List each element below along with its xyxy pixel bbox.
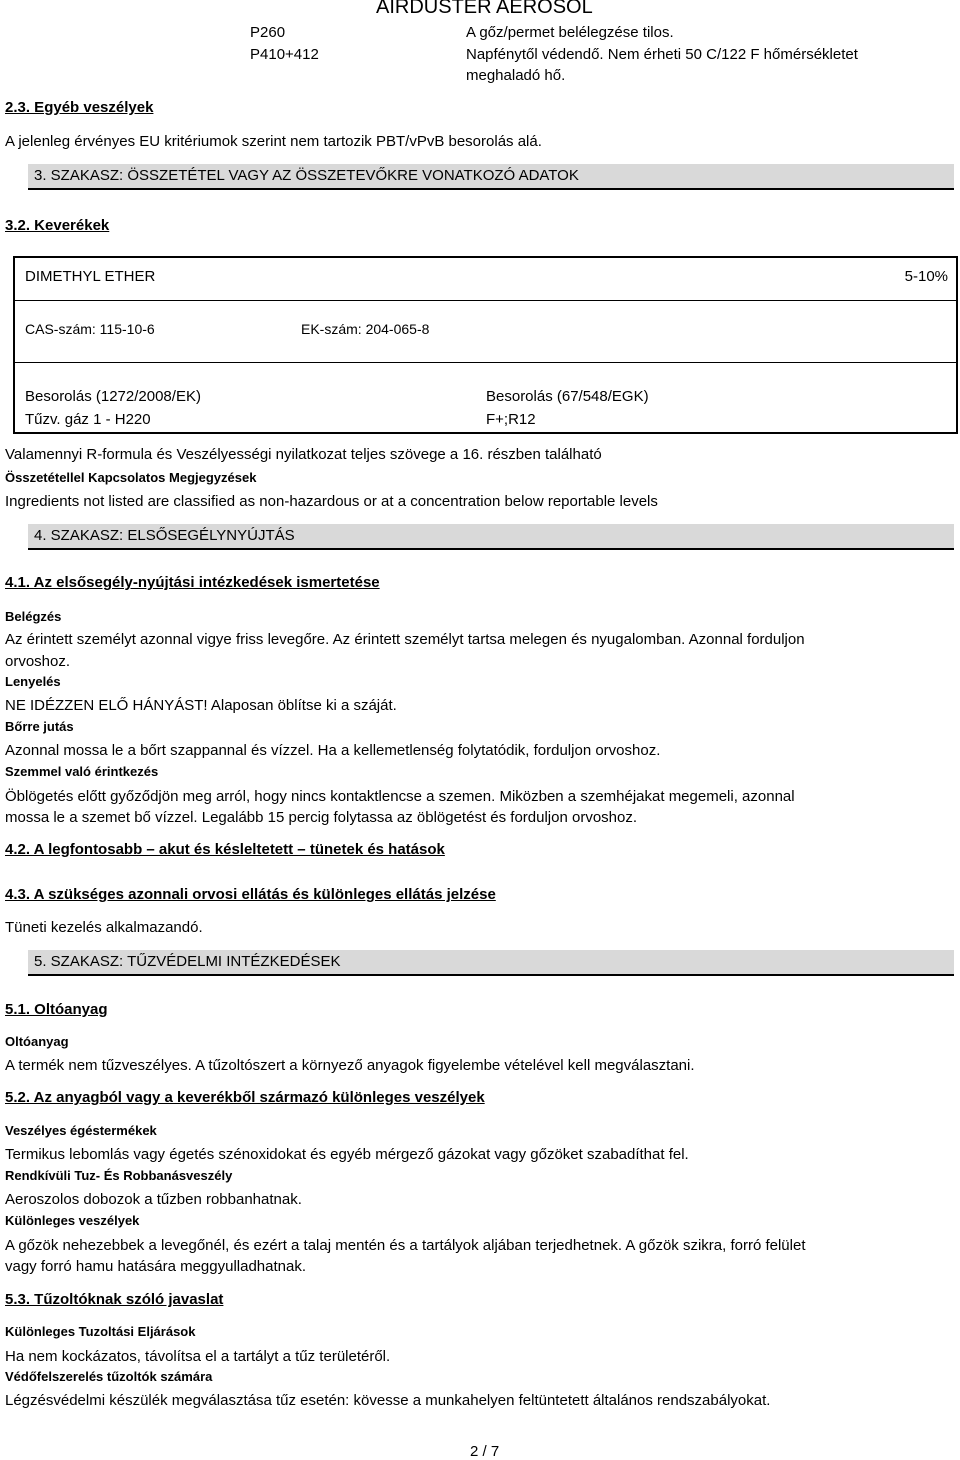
- subsection-5-3-title: 5.3. Tűzoltóknak szóló javaslat: [5, 1291, 224, 1308]
- page-number: 2 / 7: [470, 1443, 500, 1460]
- divider: [15, 300, 956, 301]
- subsection-4-2-title: 4.2. A legfontosabb – akut és késleltetett – tünetek és hatások: [5, 841, 445, 858]
- combustion-products-text: Termikus lebomlás vagy égetés szénoxidokat és egyéb mérgező gázokat vagy gőzöket szabadíthat fel.: [5, 1146, 689, 1163]
- subsection-4-3-title: 4.3. A szükséges azonnali orvosi ellátás és különleges ellátás jelzése: [5, 886, 496, 903]
- explosion-hazard-title: Rendkívüli Tuz- És Robbanásveszély: [5, 1168, 233, 1183]
- composition-comments-title: Összetétellel Kapcsolatos Megjegyzések: [5, 470, 257, 485]
- subsection-2-3-text: A jelenleg érvényes EU kritériumok szerint nem tartozik PBT/vPvB besorolás alá.: [5, 133, 542, 150]
- section-5-bar: [28, 950, 954, 976]
- eye-contact-text: Öblögetés előtt győződjön meg arról, hogy nincs kontaktlencse a szemen. Miközben a szemhéjakat megemeli, azonnal: [5, 788, 795, 805]
- classification-clp-value: Tűzv. gáz 1 - H220: [25, 411, 151, 428]
- subsection-4-3-text: Tüneti kezelés alkalmazandó.: [5, 919, 203, 936]
- subsection-3-2-title: 3.2. Keverékek: [5, 217, 110, 234]
- extinguishing-media-text: A termék nem tűzveszélyes. A tűzoltószert a környező anyagok figyelembe vételével kell megválasztani.: [5, 1057, 695, 1074]
- classification-clp-title: Besorolás (1272/2008/EK): [25, 388, 201, 405]
- section-4-title: 4. SZAKASZ: ELSŐSEGÉLYNYÚJTÁS: [34, 527, 295, 544]
- component-name: DIMETHYL ETHER: [25, 268, 156, 285]
- subsection-5-2-title: 5.2. Az anyagból vagy a keverékből származó különleges veszélyek: [5, 1089, 485, 1106]
- extinguishing-media-title: Oltóanyag: [5, 1034, 69, 1049]
- inhalation-text: orvoshoz.: [5, 653, 71, 670]
- subsection-5-1-title: 5.1. Oltóanyag: [5, 1001, 108, 1018]
- divider: [15, 362, 956, 363]
- section-3-bar: [28, 164, 954, 190]
- classification-dsd-value: F+;R12: [486, 411, 536, 428]
- cas-number: CAS-szám: 115-10-6: [25, 321, 155, 337]
- p-code: P410+412: [250, 46, 319, 63]
- subsection-4-1-title: 4.1. Az elsősegély-nyújtási intézkedések ismertetése: [5, 574, 380, 591]
- explosion-hazard-text: Aeroszolos dobozok a tűzben robbanhatnak.: [5, 1191, 302, 1208]
- special-hazards-text: vagy forró hamu hatására meggyulladhatnak.: [5, 1258, 307, 1275]
- skin-contact-text: Azonnal mossa le a bőrt szappannal és vízzel. Ha a kellemetlenség folytatódik, forduljon orvoshoz.: [5, 742, 661, 759]
- component-box: [13, 256, 958, 434]
- combustion-products-title: Veszélyes égéstermékek: [5, 1123, 157, 1138]
- p-statement: Napfénytől védendő. Nem érheti 50 C/122 F hőmérsékletet: [466, 46, 858, 63]
- section-4-bar: [28, 524, 954, 550]
- r-phrase-note: Valamennyi R-formula és Veszélyességi nyilatkozat teljes szövege a 16. részben található: [5, 446, 602, 463]
- p-code: P260: [250, 24, 286, 41]
- section-5-title: 5. SZAKASZ: TŰZVÉDELMI INTÉZKEDÉSEK: [34, 953, 341, 970]
- firefighter-ppe-title: Védőfelszerelés tűzoltók számára: [5, 1369, 213, 1384]
- eye-contact-title: Szemmel való érintkezés: [5, 764, 159, 779]
- classification-dsd-title: Besorolás (67/548/EGK): [486, 388, 649, 405]
- ingestion-text: NE IDÉZZEN ELŐ HÁNYÁST! Alaposan öblítse ki a száját.: [5, 697, 397, 714]
- p-statement: meghaladó hő.: [466, 67, 566, 84]
- document-title: AIRDUSTER AEROSOL: [376, 0, 593, 18]
- special-hazards-text: A gőzök nehezebbek a levegőnél, és ezért a talaj mentén és a tartályok aljában terjedhetnek. A gőzök szikra, forró felület: [5, 1237, 806, 1254]
- section-3-title: 3. SZAKASZ: ÖSSZETÉTEL VAGY AZ ÖSSZETEVŐKRE VONATKOZÓ ADATOK: [34, 167, 579, 184]
- p-statement: A gőz/permet belélegzése tilos.: [466, 24, 674, 41]
- composition-comments-text: Ingredients not listed are classified as non-hazardous or at a concentration below reportable levels: [5, 493, 658, 510]
- eye-contact-text: mossa le a szemet bő vízzel. Legalább 15 percig folytassa az öblögetést és forduljon orvoshoz.: [5, 809, 638, 826]
- firefighting-procedures-title: Különleges Tuzoltási Eljárások: [5, 1324, 196, 1339]
- ek-number: EK-szám: 204-065-8: [301, 321, 430, 337]
- firefighter-ppe-text: Légzésvédelmi készülék megválasztása tűz esetén: kövesse a munkahelyen feltüntetett általános rendszabályokat.: [5, 1392, 771, 1409]
- special-hazards-title: Különleges veszélyek: [5, 1213, 140, 1228]
- firefighting-procedures-text: Ha nem kockázatos, távolítsa el a tartályt a tűz területéről.: [5, 1348, 391, 1365]
- inhalation-text: Az érintett személyt azonnal vigye friss levegőre. Az érintett személyt tartsa melegen és nyugalomban. Azonnal forduljon: [5, 631, 805, 648]
- component-percent: 5-10%: [904, 268, 948, 285]
- inhalation-title: Belégzés: [5, 609, 62, 624]
- subsection-2-3-title: 2.3. Egyéb veszélyek: [5, 99, 154, 116]
- skin-contact-title: Bőrre jutás: [5, 719, 74, 734]
- ingestion-title: Lenyelés: [5, 674, 61, 689]
